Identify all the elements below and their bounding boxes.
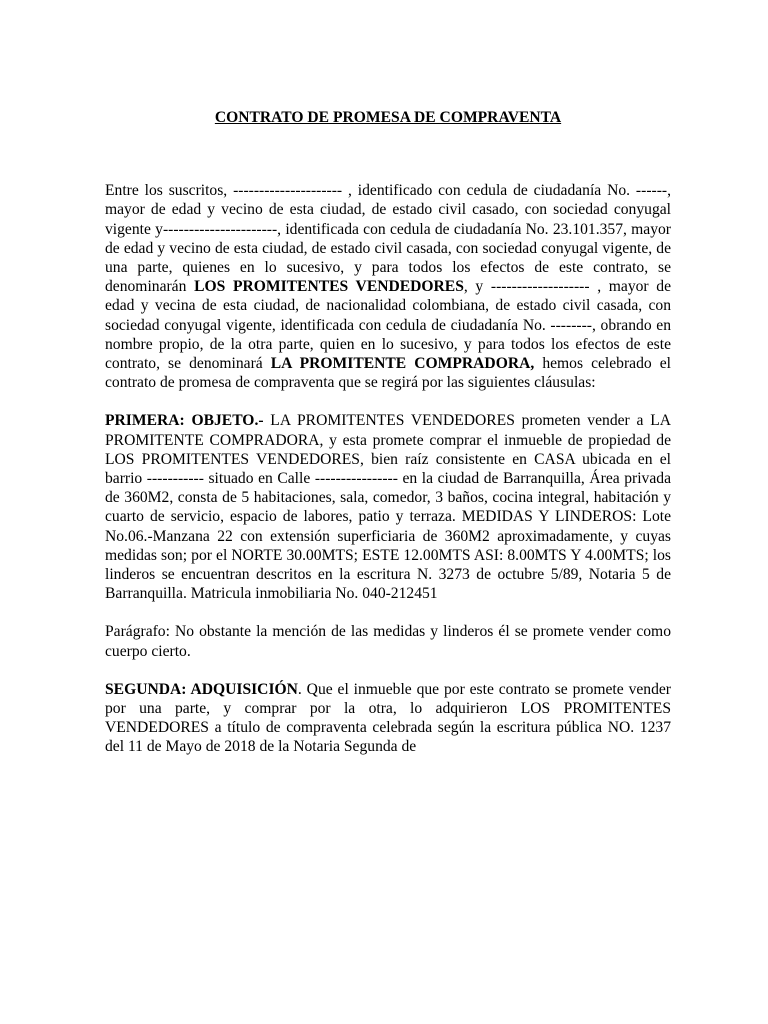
clause-primera-separator: .- [254,412,264,430]
clause-segunda [105,680,671,757]
intro-text-3: hemos celebrado el contrato de promesa de compraventa que se regirá por las siguientes cláusulas: [105,355,672,392]
intro-text-2: , y ------------------- , mayor de edad y vecina de esta ciudad, de nacionalidad colombiana, de estado civil casada, con sociedad conyugal vigente, identificada con cedula de ciudadanía No. --------, obrando en nombre propio, de la otra parte, quien en lo sucesivo, y para todos los efectos de este contrato, se denominará [105,278,671,373]
clause-segunda-text: . Que el inmueble que por este contrato se promete vender por una parte, y comprar por la otra, lo adquirieron LOS PROMITENTES VENDEDORES a título de compraventa celebrada según la escritura pública NO. 1237 del 11 de Mayo de 2018 de la Notaria Segunda de [105,680,671,756]
party-sellers-label: LOS PROMITENTES VENDEDORES [194,278,464,296]
clause-primera-text: LA PROMITENTES VENDEDORES prometen vender a LA PROMITENTE COMPRADORA, y esta promete comprar el inmueble de propiedad de LOS PROMITENTES VENDEDORES, bien raíz consistente en CASA ubicada en el barrio ----------- situado en Calle ---------------- en la ciudad de Barranquilla, Área privada de 360M2, consta de 5 habitaciones, sala, comedor, 3 baños, cocina integral, habitación y cuarto de servicio, espacio de labores, patio y terraza. MEDIDAS Y LINDEROS: Lote No.06.-Manzana 22 con extensión superficiaria de 360M2 aproximadamente, y cuyas medidas son; por el NORTE 30.00MTS; ESTE 12.00MTS ASI: 8.00MTS Y 4.00MTS; los linderos se encuentran descritos en la escritura N. 3273 de octubre 5/89, Notaria 5 de Barranquilla. Matricula inmobiliaria No. 040-212451 [105,412,671,603]
party-buyer-label: LA PROMITENTE COMPRADORA, [270,355,535,373]
clause-primera [105,411,671,603]
clause-primera-heading: PRIMERA: OBJETO [105,412,255,430]
intro-paragraph [105,181,671,392]
clause-segunda-heading: SEGUNDA: ADQUISICIÓN [105,680,298,698]
document-title: CONTRATO DE PROMESA DE COMPRAVENTA [214,109,562,126]
intro-text-1: Entre los suscritos, --------------------- , identificado con cedula de ciudadanía No. ------, mayor de edad y vecino de esta ciudad, de estado civil casado, con sociedad conyugal vigente y----------------------, identificada con cedula de ciudadanía No. 23.101.357, mayor de edad y vecino de esta ciudad, de estado civil casada, con sociedad conyugal vigente, de una parte, quienes en lo sucesivo, y para todos los efectos de este contrato, se denominarán [105,182,671,296]
document-page [105,108,671,776]
paragrafo: Parágrafo: No obstante la mención de las medidas y linderos él se promete vender como cuerpo cierto. [105,623,671,660]
